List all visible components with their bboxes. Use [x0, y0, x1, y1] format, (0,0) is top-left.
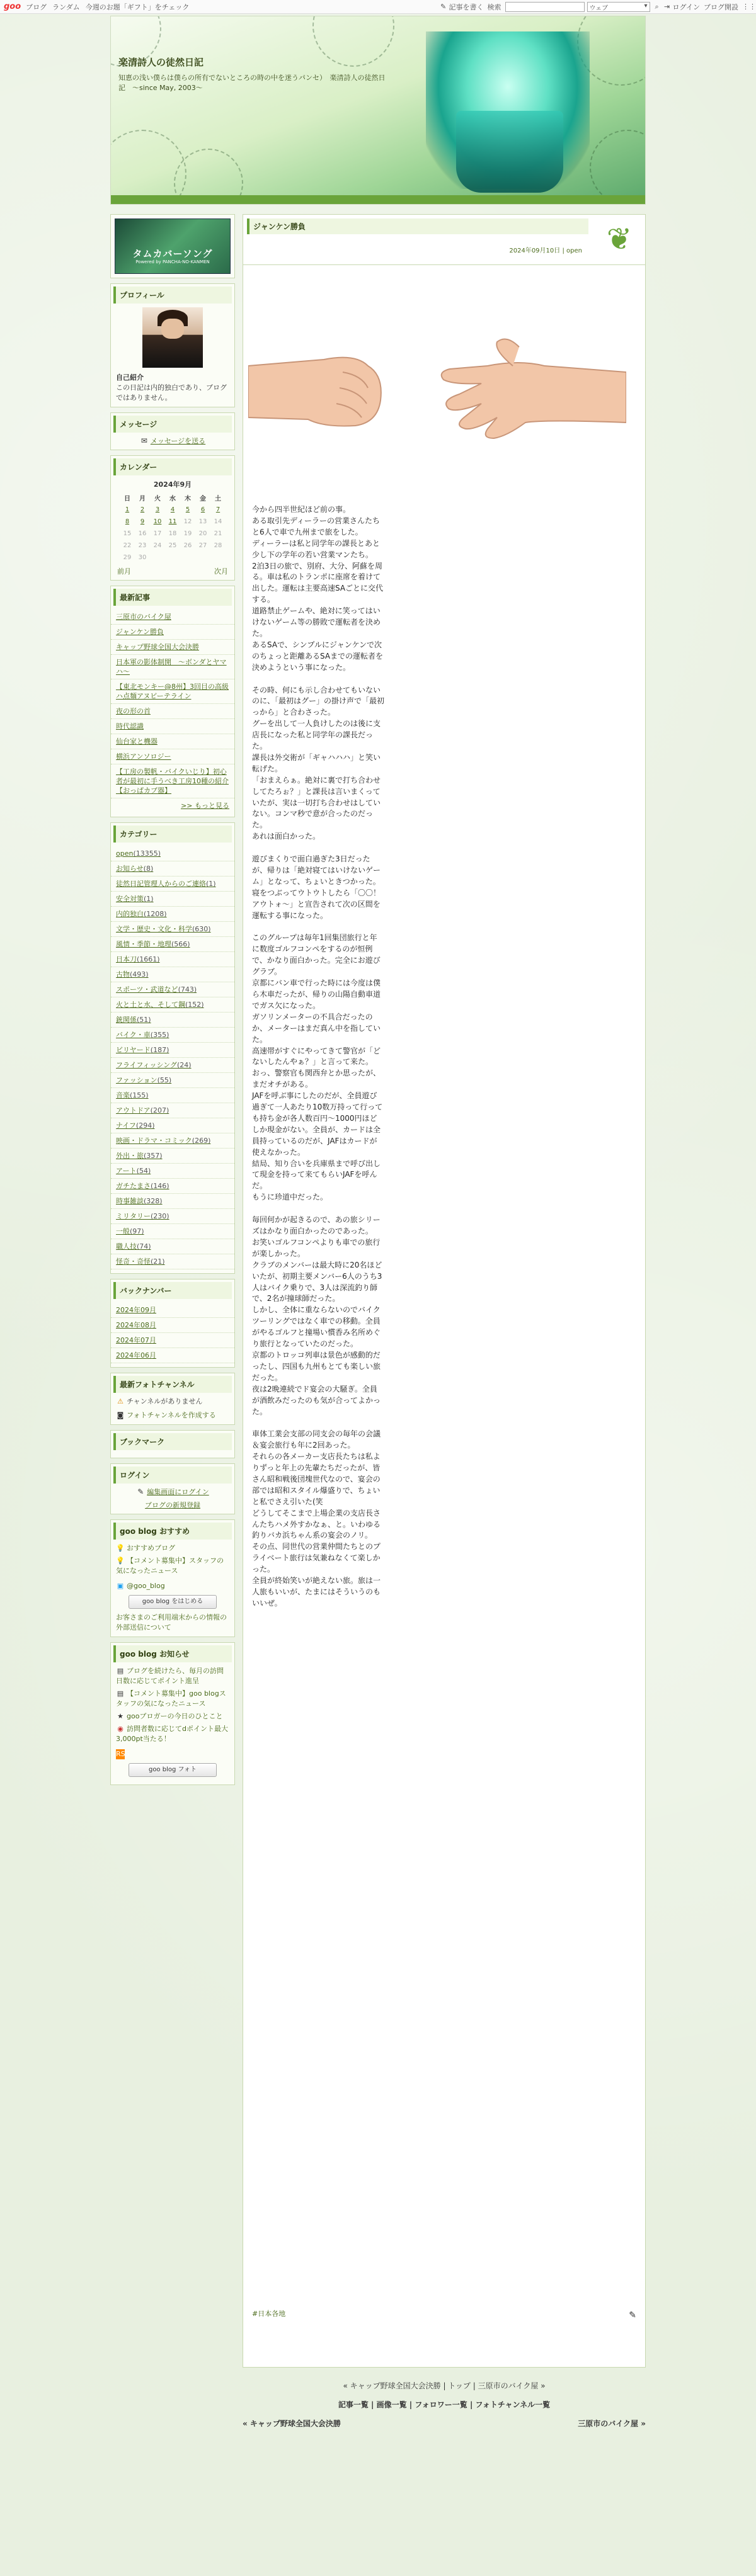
news-icon: ▤	[117, 1689, 124, 1698]
calendar-table	[120, 492, 226, 564]
calendar-week	[120, 528, 226, 540]
goo-news-box	[110, 1642, 235, 1785]
point-icon: ◉	[117, 1725, 123, 1733]
pager-separator: |	[472, 2381, 478, 2390]
category-count: (630)	[192, 925, 211, 933]
profile-intro-text: この日記は内的独白であり、ブログではありません。	[116, 383, 227, 402]
login-title: ログイン	[113, 1467, 232, 1484]
category-item	[111, 1254, 234, 1269]
search-scope-select[interactable]	[587, 2, 650, 12]
category-item	[111, 877, 234, 892]
bulb-icon: 💡	[116, 1544, 125, 1552]
category-count: (54)	[136, 1167, 151, 1175]
category-item	[111, 982, 234, 997]
calendar-day: 19	[183, 530, 192, 537]
category-count: (566)	[171, 940, 190, 948]
category-link[interactable]: 外出・旅	[116, 1152, 144, 1160]
avatar	[142, 307, 203, 368]
calendar-day: 17	[153, 530, 162, 537]
new-blog-row	[111, 1501, 234, 1510]
message-row	[111, 436, 234, 446]
envelope-icon: ✉	[140, 436, 147, 445]
links-separator: |	[371, 2400, 377, 2409]
lace-decoration	[312, 16, 394, 67]
recent-posts-box	[110, 586, 235, 817]
entry-body: 今から四半世紀ほど前の事。 ある取引先ディーラーの営業さんたちと6人で車で九州まで旅をした。 ディーラーは私と同学年の課長とあと少し下の学年の若い営業マンたち。 2泊3日の旅で、別府、大分、阿蘇を周る。車は私のトランポに座席を着けて出した。運転は主要高速SAごとに交代する。 道路禁止ゲームや、絶対に笑ってはいけないゲーム等の勝敗で運転者を決めた。 あるSAで、シンプルにジャンケンで次のちょっと距離あるSAまでの運転者を決めようという事になった。 その時、何にも示し合わせてもいないのに、「最初はグー」の掛け声で「最初っから」と合わさった。 グーを出して一人負けしたのは後に支店長になった私と同学年の課長だった。 課長は外交術が「ギャハハハ」と笑い転げた。 「おまえらぁ。絶対に裏で打ち合わせしてたろぉ？」と課長は言いまくっていたが、実は一切打ち合わせはしていない。コンマ秒で意が合ったのだった。 あれは面白かった。 遊びまくりで面白過ぎた3日だったが、帰りは「絶対寝てはいけないゲーム」となって、ちょいときつかった。 寝をつぶってウトウトしたら「〇〇！アウトォ～」と宣告されて次の区間を運転する事になった。 このグループは毎年1回集団旅行と年に数度ゴルフコンペをするのが恒例で、かなり面白かった。完全にお遊びグラブ。 京都にバン車で行った時には今度は僕ら木車だったが、帰りの山陽自動車道でガス欠になった。 ガソリンメーターの不具合だったのか、メーターはまだ真ん中を指していた。 高速帯がすぐにやってきて警官が「どないしたんやぁ？」と言って来た。 おっ、警察官も関西弁とか思ったが、まだオチがある。 JAFを呼ぶ事にしたのだが、全員遊び過ぎて一人あたり10数万持って行っても持ち金が各人数百円～1000円ほどしか現金がない。全員が、カードは全員持っているのだが、JAFはカードが使えなかった。 結局、知り合いを兵庫県まで呼び出して現金を持って来てもらいJAFを呼んだ。 もうに珍道中だった。 毎回何かが起きるので、あの旅シリーズはかなり面白かったのであった。 お笑いゴルフコンペよりも車での旅行が楽しかった。 クラブのメンバーは最大時に20名ほどいたが、初期主要メンバー6人のうち3人はバイク乗りで、3人は深流釣り師で、2名が撞球師だった。 しかし、全体に重ならないのでバイクツーリングではなく車での移動。全員がやるゴルフと撞場い慣香み名所めぐり旅行となっていたのだった。 京都のトロッコ列車は景色が感動的だったし、四国も九州もとても楽しい旅だった。 夜は2晩連続でド宴会の大騒ぎ。全員が酒飲みだったのも気が合ってよかった。 車体工業会支部の同支会の毎年の会議＆宴会旅行も年に2回あった。 それらの各メーカー支店長たちは私よりずっと年上の先輩たちだったが、皆さん昭和戦後団塊世代なので、宴会の部では昭和スタイル爆盛りで、ちょいと私でさえ引いた(笑 どうしてそこまで上場企業の支店長さんたちハメ外すかなぁ、と。いわゆる釣りバカ浜ちゃん系の宴会のノリ。 その点、同世代の営業仲間たちとのプライベート旅行は気兼ねなくて楽しかった。 全員が終始笑いが絶えない旅。旅は一人旅もいいが、たまにはそういうのもいいぜ。	[252, 505, 385, 1608]
search-input[interactable]	[505, 2, 585, 12]
message-title: メッセージ	[113, 416, 232, 433]
backnumber-link[interactable]: 2024年09月	[111, 1303, 234, 1318]
goo-link-topic[interactable]: 今週のお題「ギフト」をチェック	[85, 3, 190, 11]
search-icon[interactable]: ⌕	[655, 3, 659, 11]
category-item	[111, 1194, 234, 1209]
goo-photo-button[interactable]: goo blog フォト	[129, 1763, 217, 1777]
category-item	[111, 1118, 234, 1133]
category-item	[111, 952, 234, 967]
calendar-day: 24	[153, 542, 162, 549]
calendar-day: 20	[198, 530, 207, 537]
pager-top-link[interactable]: トップ	[448, 2381, 471, 2390]
category-count: (155)	[130, 1091, 149, 1099]
calendar-day: 14	[214, 518, 222, 525]
goo-news-item-row	[111, 1711, 234, 1722]
calendar-month: 2024年9月	[153, 480, 192, 489]
twitter-link[interactable]: @goo_blog	[127, 1582, 165, 1590]
recent-post-link[interactable]: 時代認識	[111, 719, 234, 734]
category-item	[111, 1239, 234, 1254]
category-title: カテゴリー	[113, 826, 232, 843]
backnumber-link[interactable]: 2024年07月	[111, 1333, 234, 1348]
category-count: (493)	[130, 970, 149, 979]
recent-post-link[interactable]: 横浜アンソロジー	[111, 749, 234, 764]
category-link[interactable]: ビリヤード	[116, 1046, 151, 1054]
login-box	[110, 1463, 235, 1514]
rock-paper-hands-image	[248, 271, 626, 485]
category-count: (51)	[137, 1016, 151, 1024]
bulb-icon: 💡	[116, 1557, 125, 1565]
profile-title: プロフィール	[113, 287, 232, 304]
calendar-day	[180, 552, 195, 564]
grid-menu-icon[interactable]: ⋮⋮	[742, 3, 756, 11]
category-link[interactable]: 文学・歴史・文化・科学	[116, 925, 192, 933]
category-link[interactable]: 火と土と水、そして鋼	[116, 1001, 185, 1009]
pencil-icon: ✎	[440, 3, 447, 11]
rss-row	[111, 1749, 234, 1759]
bookmark-title: ブックマーク	[113, 1433, 232, 1450]
category-count: (13355)	[133, 849, 161, 858]
entry-author-link[interactable]: open	[566, 247, 582, 254]
calendar-day[interactable]: 6	[200, 506, 205, 513]
category-count: (294)	[135, 1121, 155, 1130]
photo-channel-create-row	[111, 1410, 234, 1421]
goo-news-link[interactable]: 訪問者数に応じてdポイント最大3,000pt当たる！	[116, 1725, 228, 1743]
calendar-day: 29	[123, 554, 132, 561]
calendar-week	[120, 516, 226, 528]
bottom-prev-link[interactable]: « キャップ野球全国大会決勝	[243, 2419, 341, 2428]
goo-news-item-row	[111, 1724, 234, 1744]
category-link[interactable]: バイク・車	[116, 1031, 151, 1039]
category-link[interactable]: 古物	[116, 970, 130, 979]
category-count: (21)	[151, 1257, 165, 1266]
category-item	[111, 1209, 234, 1224]
bookmark-box	[110, 1430, 235, 1458]
calendar-day[interactable]: 10	[153, 518, 162, 525]
calendar-week	[120, 552, 226, 564]
category-link[interactable]: ガチたまさ	[116, 1182, 151, 1190]
calendar-day[interactable]: 4	[170, 506, 175, 513]
blog-title[interactable]: 楽清詩人の徒然日記	[118, 57, 204, 68]
category-link[interactable]: 安全対策	[116, 895, 144, 903]
category-count: (97)	[130, 1227, 144, 1235]
calendar-day: 28	[214, 542, 222, 549]
weekday: 木	[185, 496, 191, 502]
category-item	[111, 861, 234, 877]
pager-separator: |	[443, 2381, 449, 2390]
calendar-day[interactable]: 2	[140, 506, 145, 513]
glass-image	[456, 111, 563, 193]
new-blog-link[interactable]: ブログの新規登録	[145, 1501, 200, 1509]
banner-image[interactable]	[115, 218, 231, 274]
calendar-day[interactable]: 9	[140, 518, 145, 525]
calendar-week	[120, 540, 226, 552]
calendar-day: 23	[138, 542, 147, 549]
news-icon: ▤	[117, 1667, 124, 1675]
twitter-row	[111, 1581, 234, 1591]
recent-post-link[interactable]: キャップ野球全国大会決勝	[111, 640, 234, 655]
category-link[interactable]: 風情・季節・地理	[116, 940, 171, 948]
goo-recommend-link[interactable]: おすすめブログ	[127, 1544, 176, 1552]
weekday: 火	[154, 496, 161, 502]
category-box	[110, 822, 235, 1274]
category-item	[111, 997, 234, 1013]
calendar-day[interactable]: 11	[168, 518, 177, 525]
category-item	[111, 1103, 234, 1118]
calendar-day	[210, 552, 226, 564]
goo-news-item-row	[111, 1689, 234, 1709]
category-count: (743)	[178, 985, 197, 994]
entry-meta	[509, 245, 582, 254]
recent-post-link[interactable]: 【工房の製帆・バイクいじり】初心者が最初に手うべき工房10種の紹介 【おっぱカブ器】	[111, 764, 234, 798]
category-link[interactable]: 映画・ドラマ・コミック	[116, 1137, 192, 1145]
goo-logo[interactable]: goo	[4, 2, 21, 11]
category-link[interactable]: open	[116, 849, 134, 858]
category-count: (24)	[176, 1061, 192, 1069]
category-link[interactable]: スポーツ・武道など	[116, 985, 178, 994]
pager-next-link[interactable]: 三原市のバイク屋	[478, 2381, 539, 2390]
calendar-day[interactable]: 7	[215, 506, 220, 513]
goo-link-blog[interactable]: ブログ	[26, 3, 47, 11]
entry-header	[243, 215, 645, 265]
category-item	[111, 1179, 234, 1194]
banner-box	[110, 214, 235, 278]
category-link[interactable]: 徒然日記管理人からのご連絡	[116, 880, 206, 888]
category-count: (328)	[144, 1197, 163, 1205]
goo-news-link[interactable]: ブログを続けたら、毎月の訪問日数に応じてポイント進呈	[116, 1667, 224, 1685]
category-item	[111, 967, 234, 982]
hands-illustration	[248, 271, 626, 485]
goo-recommend-box	[110, 1519, 235, 1637]
blog-header	[110, 16, 646, 205]
category-link[interactable]: 怪奇・奇怪	[116, 1257, 151, 1266]
backnumber-link[interactable]: 2024年06月	[111, 1348, 234, 1363]
calendar-day: 30	[138, 554, 147, 561]
recent-post-link[interactable]: 三原市のバイク屋	[111, 610, 234, 625]
recent-post-link[interactable]: 仙台家と機器	[111, 734, 234, 749]
goo-news-link[interactable]: gooブロガーの今日のひとこと	[127, 1712, 223, 1720]
calendar-day: 26	[183, 542, 192, 549]
category-item	[111, 922, 234, 937]
calendar-day: 21	[214, 530, 222, 537]
star-icon: ★	[117, 1712, 123, 1720]
entry-title[interactable]: ジャンケン勝負	[247, 218, 588, 234]
calendar-nav	[111, 564, 234, 576]
category-link[interactable]: 一般	[116, 1227, 130, 1235]
category-item	[111, 1043, 234, 1058]
category-item	[111, 846, 234, 861]
calendar-title: カレンダー	[113, 458, 232, 475]
recent-posts-title: 最新記事	[113, 589, 232, 606]
calendar-weekdays	[120, 492, 226, 504]
edit-pencil-icon[interactable]: ✎	[629, 2310, 636, 2320]
entry-tag[interactable]: #日本各地	[252, 2310, 286, 2318]
category-item	[111, 892, 234, 907]
category-count: (55)	[157, 1076, 172, 1084]
goo-news-title: goo blog お知らせ	[113, 1645, 232, 1662]
profile-box	[110, 283, 235, 407]
banner-subtext: Powered by PANCHA-NO-KANMEN	[135, 259, 210, 264]
goo-toolbar	[0, 0, 756, 14]
external-data-row	[111, 1613, 234, 1633]
goo-news-item-row	[111, 1666, 234, 1686]
category-count: (1661)	[137, 955, 160, 963]
recent-post-link[interactable]: ジャンケン勝負	[111, 625, 234, 640]
category-count: (152)	[185, 1001, 204, 1009]
all-posts-link[interactable]: 記事一覧	[338, 2400, 369, 2409]
blog-subtitle: 知恵の浅い僕らは僕らの所有でないところの時の中を迷うパンセ） 楽清詩人の徒然日記 ～since May, 2003～	[118, 74, 386, 92]
calendar-box	[110, 455, 235, 581]
category-item	[111, 1224, 234, 1239]
category-link[interactable]: ナイフ	[116, 1121, 136, 1130]
calendar-day: 25	[168, 542, 177, 549]
camera-icon: ◙	[117, 1411, 124, 1419]
twitter-icon: ▣	[117, 1582, 124, 1590]
calendar-day[interactable]: 8	[125, 518, 130, 525]
edit-login-link[interactable]: 編集画面にログイン	[147, 1488, 209, 1496]
category-item	[111, 1088, 234, 1103]
calendar-day[interactable]: 5	[185, 506, 190, 513]
photo-channel-none-row	[111, 1397, 234, 1407]
open-blog-link[interactable]: ブログ開設	[704, 3, 738, 11]
category-link[interactable]: アート	[116, 1167, 137, 1175]
calendar-day: 13	[198, 518, 207, 525]
goo-recommend-item-row	[111, 1543, 234, 1553]
entry	[243, 214, 646, 2368]
photo-channel-title: 最新フォトチャンネル	[113, 1376, 232, 1393]
goo-link-random[interactable]: ランダム	[52, 3, 80, 11]
category-link[interactable]: ミリタリー	[116, 1212, 151, 1220]
warning-icon: ⚠	[117, 1397, 123, 1405]
weekday: 月	[139, 496, 146, 502]
pager-right-arrow: »	[538, 2381, 546, 2390]
pager-prev-link[interactable]: キャップ野球全国大会決勝	[350, 2381, 441, 2390]
calendar-prev-link[interactable]: 前月	[117, 567, 131, 576]
category-count: (1)	[206, 880, 216, 888]
recent-post-link[interactable]: 夜の形の首	[111, 704, 234, 719]
calendar-day: 16	[138, 530, 147, 537]
search-scope-value: ウェブ	[589, 4, 609, 12]
backnumber-title: バックナンバー	[113, 1282, 232, 1299]
send-message-link[interactable]: メッセージを送る	[150, 437, 206, 445]
search-label: 検索	[487, 3, 501, 11]
create-photo-channel-link[interactable]: フォトチャンネルを作成する	[127, 1411, 216, 1419]
category-item	[111, 1149, 234, 1164]
links-separator: |	[409, 2400, 415, 2409]
sidebar	[110, 214, 235, 1790]
rss-icon[interactable]: RSS	[116, 1750, 130, 1758]
profile-intro-label: 自己紹介	[116, 373, 144, 382]
login-icon: ⇥	[663, 3, 670, 11]
category-link[interactable]: 日本刀	[116, 955, 137, 963]
category-link[interactable]: アウトドア	[116, 1106, 151, 1115]
calendar-next-link[interactable]: 次月	[214, 567, 228, 576]
leaf-icon: ❦	[606, 222, 633, 257]
category-link[interactable]: 音楽	[116, 1091, 130, 1099]
lace-decoration	[590, 130, 646, 205]
followers-link[interactable]: フォロワー一覧	[415, 2400, 467, 2409]
category-item	[111, 1058, 234, 1073]
goo-recommend-link[interactable]: 【コメント募集中】スタッフの気になったニュース	[116, 1557, 224, 1575]
category-link[interactable]: 職人技	[116, 1242, 137, 1251]
write-article-link[interactable]: 記事を書く	[449, 3, 484, 11]
calendar-day[interactable]: 1	[125, 506, 130, 513]
header-bar	[111, 195, 645, 204]
message-box	[110, 412, 235, 450]
banner-text: タムカバーソング	[132, 248, 213, 259]
category-link[interactable]: お知らせ	[116, 865, 144, 873]
goo-recommend-title: goo blog おすすめ	[113, 1523, 232, 1540]
category-count: (357)	[144, 1152, 163, 1160]
pencil-icon: ✎	[137, 1487, 144, 1496]
meta-separator: |	[562, 247, 567, 254]
calendar-day: 12	[183, 518, 192, 525]
category-count: (74)	[137, 1242, 151, 1251]
external-data-link[interactable]: お客さまのご利用端末からの情報の外部送信について	[116, 1613, 227, 1631]
category-item	[111, 1073, 234, 1088]
calendar-day	[195, 552, 210, 564]
category-item	[111, 1028, 234, 1043]
goo-news-link[interactable]: 【コメント募集中】goo blogスタッフの気になったニュース	[116, 1689, 226, 1708]
goo-recommend-item-row	[111, 1556, 234, 1576]
category-count: (1)	[144, 895, 154, 903]
category-item	[111, 937, 234, 952]
weekday: 金	[200, 496, 206, 502]
all-images-link[interactable]: 画像一覧	[376, 2400, 407, 2409]
photo-channels-link[interactable]: フォトチャンネル一覧	[475, 2400, 551, 2409]
category-link[interactable]: ファッション	[116, 1076, 158, 1084]
index-links	[243, 2399, 646, 2410]
category-count: (187)	[150, 1046, 169, 1054]
photo-channel-none: チャンネルがありません	[127, 1397, 203, 1405]
category-link[interactable]: 時事雑談	[116, 1197, 144, 1205]
edit-login-row	[111, 1487, 234, 1497]
bottom-next-link[interactable]: 三原市のバイク屋 »	[578, 2419, 646, 2428]
category-link[interactable]: フライフィッシング	[116, 1061, 177, 1069]
backnumber-link[interactable]: 2024年08月	[111, 1318, 234, 1333]
pager-left-arrow: «	[343, 2381, 350, 2390]
entry-pager	[243, 2380, 646, 2391]
category-count: (8)	[143, 865, 154, 873]
photo-channel-box	[110, 1373, 235, 1425]
category-link[interactable]: 内的独白	[116, 910, 144, 918]
start-goo-blog-button[interactable]: goo blog をはじめる	[129, 1595, 217, 1609]
calendar-day: 27	[198, 542, 207, 549]
weekday: 水	[169, 496, 176, 502]
more-posts-link[interactable]: >> もっと見る	[181, 802, 229, 810]
calendar-day: 15	[123, 530, 132, 537]
weekday: 日	[124, 496, 130, 502]
category-count: (269)	[192, 1137, 211, 1145]
category-item	[111, 907, 234, 922]
calendar-day[interactable]: 3	[155, 506, 160, 513]
entry-date-link[interactable]: 2024年09月10日	[509, 247, 561, 254]
weekday: 土	[215, 496, 221, 502]
calendar-day: 22	[123, 542, 132, 549]
category-link[interactable]: 銃関係	[116, 1016, 137, 1024]
category-count: (207)	[150, 1106, 169, 1115]
calendar-day	[150, 552, 165, 564]
login-link[interactable]: ログイン	[672, 3, 700, 11]
recent-post-link[interactable]: 【東北モンキー@8州】3回目の高級ハ点麺アヌビーテライン	[111, 679, 234, 704]
links-separator: |	[469, 2400, 476, 2409]
category-count: (1208)	[144, 910, 167, 918]
category-count: (355)	[150, 1031, 169, 1039]
calendar-day	[165, 552, 180, 564]
recent-post-link[interactable]: 日本軍の影体制開 ～ボンダとヤマハ～	[111, 655, 234, 679]
category-count: (230)	[151, 1212, 169, 1220]
category-item	[111, 1133, 234, 1149]
calendar-week	[120, 504, 226, 516]
category-list	[111, 846, 234, 1269]
category-count: (146)	[151, 1182, 169, 1190]
category-item	[111, 1164, 234, 1179]
calendar-day: 18	[168, 530, 177, 537]
category-item	[111, 1013, 234, 1028]
backnumber-box	[110, 1279, 235, 1368]
